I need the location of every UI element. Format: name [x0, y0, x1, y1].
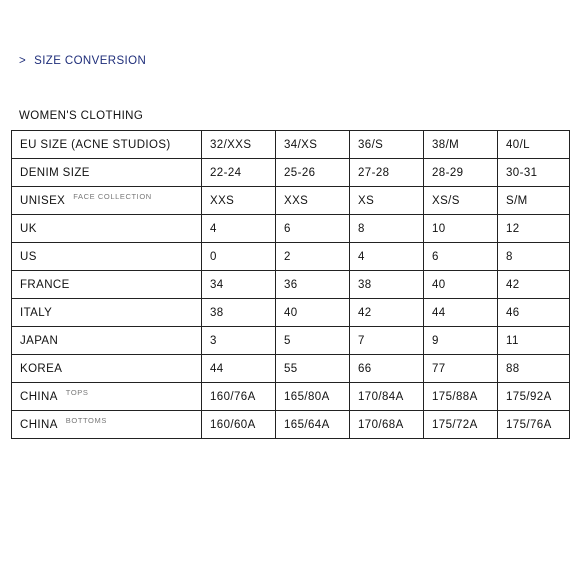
size-cell: 28-29	[424, 159, 498, 187]
size-cell: 25-26	[276, 159, 350, 187]
table-row	[12, 243, 570, 271]
size-cell: 170/68A	[350, 411, 424, 439]
size-cell: 2	[276, 243, 350, 271]
breadcrumb-label: SIZE CONVERSION	[34, 55, 147, 67]
size-cell: 40	[424, 271, 498, 299]
size-cell: 11	[498, 327, 570, 355]
row-label: US	[20, 250, 37, 263]
row-label: DENIM SIZE	[20, 166, 90, 179]
size-cell: S/M	[498, 187, 570, 215]
table-body	[12, 131, 570, 439]
size-cell: 10	[424, 215, 498, 243]
row-label: EU SIZE (ACNE STUDIOS)	[20, 138, 171, 151]
size-cell: 22-24	[202, 159, 276, 187]
row-label: KOREA	[20, 362, 63, 375]
size-cell: 42	[498, 271, 570, 299]
row-label-cell	[12, 355, 202, 383]
size-cell: 40/L	[498, 131, 570, 159]
size-cell: 44	[424, 299, 498, 327]
size-cell: 4	[202, 215, 276, 243]
size-cell: 9	[424, 327, 498, 355]
size-cell: 36/S	[350, 131, 424, 159]
size-conversion-table	[11, 130, 570, 439]
size-cell: 34	[202, 271, 276, 299]
row-label: CHINA	[20, 390, 58, 403]
size-cell: XS	[350, 187, 424, 215]
size-cell: 175/76A	[498, 411, 570, 439]
size-cell: XS/S	[424, 187, 498, 215]
size-cell: 27-28	[350, 159, 424, 187]
row-sublabel: FACE COLLECTION	[73, 191, 152, 201]
size-cell: 0	[202, 243, 276, 271]
row-label: CHINA	[20, 418, 58, 431]
size-cell: 175/72A	[424, 411, 498, 439]
size-cell: 6	[276, 215, 350, 243]
size-cell: 6	[424, 243, 498, 271]
size-cell: 32/XXS	[202, 131, 276, 159]
row-label: FRANCE	[20, 278, 70, 291]
chevron-right-icon: >	[19, 55, 27, 67]
row-label-cell	[12, 327, 202, 355]
size-cell: XXS	[276, 187, 350, 215]
size-cell: 12	[498, 215, 570, 243]
size-cell: 160/76A	[202, 383, 276, 411]
table-row	[12, 131, 570, 159]
table-row	[12, 383, 570, 411]
row-label: UK	[20, 222, 37, 235]
size-cell: 66	[350, 355, 424, 383]
size-cell: 38/M	[424, 131, 498, 159]
table-row	[12, 215, 570, 243]
size-cell: 165/64A	[276, 411, 350, 439]
size-cell: 5	[276, 327, 350, 355]
row-label-cell	[12, 299, 202, 327]
table-row	[12, 271, 570, 299]
row-label-cell	[12, 131, 202, 159]
breadcrumb[interactable]	[19, 55, 146, 67]
size-cell: 8	[498, 243, 570, 271]
size-cell: 44	[202, 355, 276, 383]
size-cell: 46	[498, 299, 570, 327]
size-cell: 175/92A	[498, 383, 570, 411]
section-title: WOMEN'S CLOTHING	[19, 110, 144, 122]
table-row	[12, 299, 570, 327]
size-cell: 4	[350, 243, 424, 271]
size-cell: 38	[202, 299, 276, 327]
row-label: JAPAN	[20, 334, 59, 347]
table-row	[12, 159, 570, 187]
size-cell: 38	[350, 271, 424, 299]
row-label-cell	[12, 271, 202, 299]
row-label: UNISEX	[20, 194, 66, 207]
size-cell: 40	[276, 299, 350, 327]
row-label: ITALY	[20, 306, 53, 319]
size-cell: 77	[424, 355, 498, 383]
size-cell: XXS	[202, 187, 276, 215]
table-row	[12, 355, 570, 383]
size-cell: 88	[498, 355, 570, 383]
size-cell: 165/80A	[276, 383, 350, 411]
row-label-cell	[12, 159, 202, 187]
row-label-cell	[12, 243, 202, 271]
row-label-cell	[12, 215, 202, 243]
size-cell: 170/84A	[350, 383, 424, 411]
size-cell: 3	[202, 327, 276, 355]
size-cell: 7	[350, 327, 424, 355]
table-row	[12, 411, 570, 439]
table-row	[12, 327, 570, 355]
size-cell: 36	[276, 271, 350, 299]
size-cell: 34/XS	[276, 131, 350, 159]
row-sublabel: TOPS	[65, 387, 89, 397]
size-cell: 175/88A	[424, 383, 498, 411]
size-cell: 30-31	[498, 159, 570, 187]
size-cell: 42	[350, 299, 424, 327]
size-cell: 8	[350, 215, 424, 243]
row-label-cell	[12, 383, 202, 411]
size-cell: 160/60A	[202, 411, 276, 439]
row-sublabel: BOTTOMS	[65, 415, 107, 425]
table-row	[12, 187, 570, 215]
row-label-cell	[12, 411, 202, 439]
row-label-cell	[12, 187, 202, 215]
size-cell: 55	[276, 355, 350, 383]
